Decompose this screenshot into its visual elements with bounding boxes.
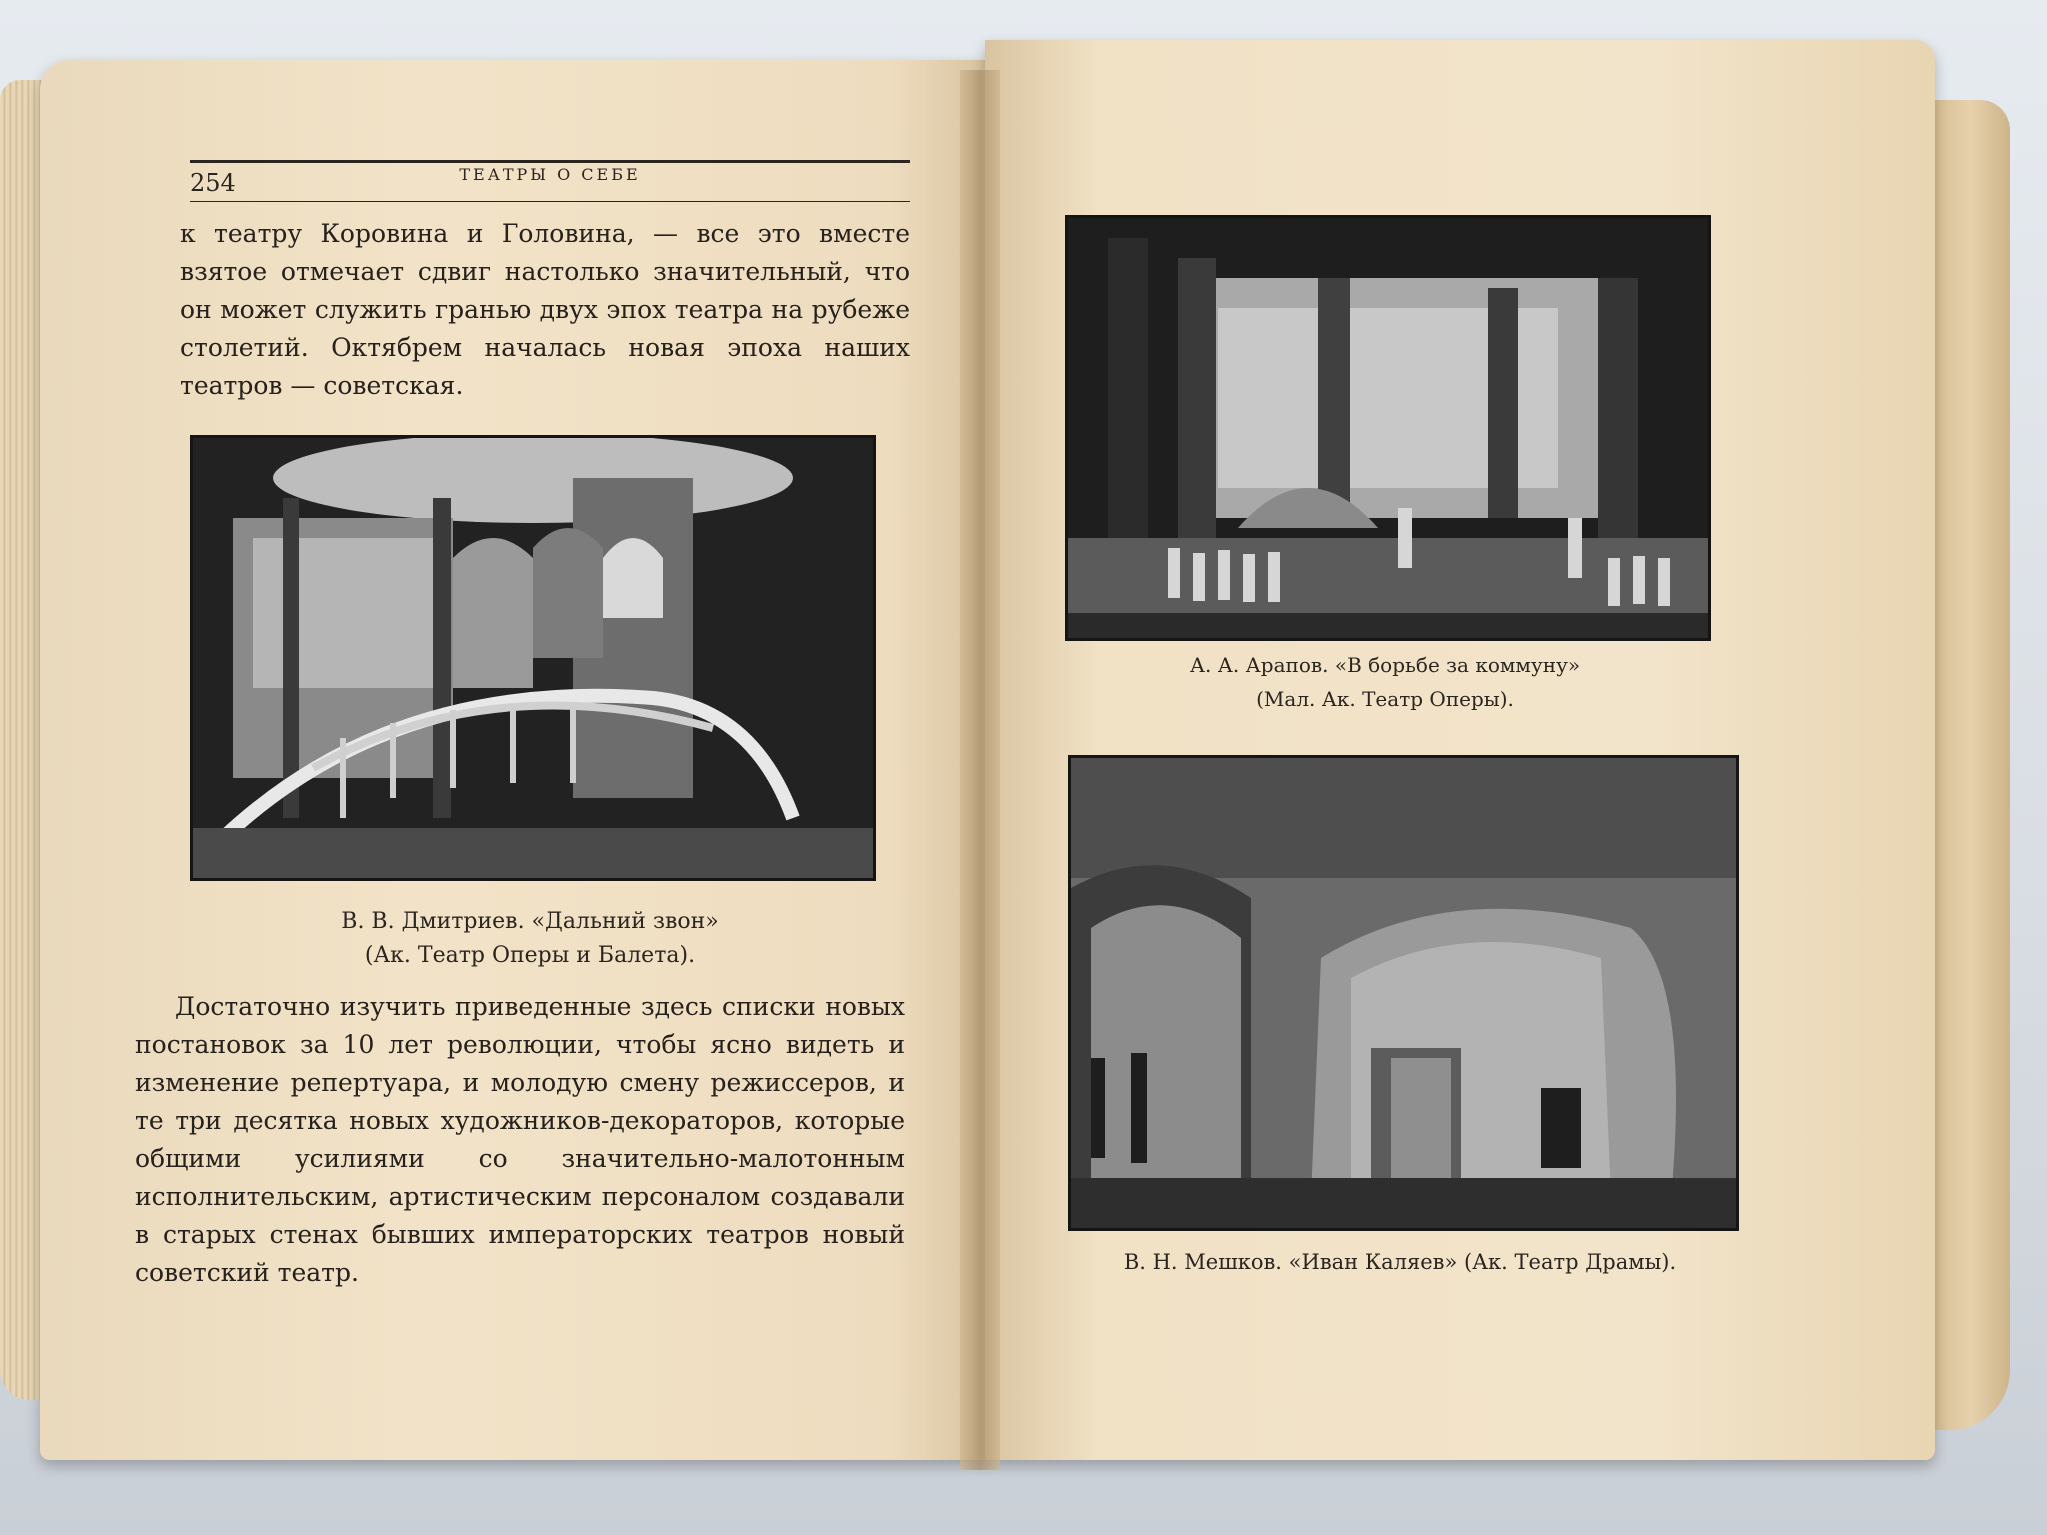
stage-photo-v-borbe (1065, 215, 1711, 641)
book-gutter (960, 70, 1000, 1470)
paragraph-top-text: к театру Коровина и Головина, — все это вместе взятое отмечает сдвиг настолько значительный, что он может служить гранью двух эпох театра на рубеже столетий. Октябрем началась новая эпоха наших театров — советская. (180, 219, 910, 400)
paragraph-top (180, 215, 910, 405)
stage-photo-ivan-kalyaev (1068, 755, 1739, 1231)
caption-v-borbe (1065, 648, 1705, 716)
caption-dalniy-zvon (190, 905, 870, 973)
caption-ivan-kalyaev: В. Н. Мешков. «Иван Каляев» (Ак. Театр Драмы). (1123, 1250, 1677, 1274)
running-title: ТЕАТРЫ О СЕБЕ (459, 165, 641, 184)
caption-dalniy-zvon-line2: (Ак. Театр Оперы и Балета). (364, 943, 696, 968)
running-head (190, 160, 910, 202)
paragraph-bottom (135, 988, 905, 1292)
stage-photo-dalniy-zvon (190, 435, 876, 881)
paragraph-bottom-text: Достаточно изучить приведенные здесь списки новых постановок за 10 лет революции, чтобы ясно видеть и изменение репертуара, и молодую смену режиссеров, и те три десятка новых художников-декораторов, которые общими усилиями со значительно-малотонным исполнительским, артистическим персоналом создавали в старых стенах бывших императорских театров новый советский театр. (135, 992, 905, 1287)
caption-dalniy-zvon-line1: В. В. Дмитриев. «Дальний звон» (341, 909, 719, 934)
caption-v-borbe-line1: А. А. Арапов. «В борьбе за коммуну» (1189, 653, 1581, 677)
page-number: 254 (190, 169, 236, 197)
caption-v-borbe-line2: (Мал. Ак. Театр Оперы). (1256, 687, 1514, 711)
